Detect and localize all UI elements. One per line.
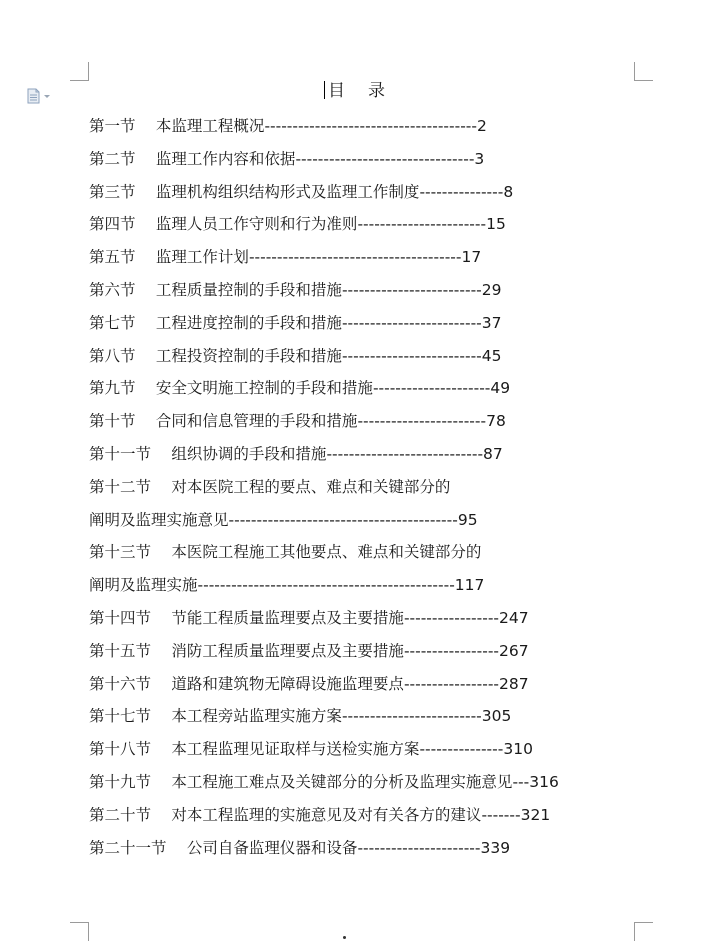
toc-entry[interactable] [89,309,609,342]
toc-entry-title: 第十三节 本医院工程施工其他要点、难点和关键部分的 [89,543,482,562]
toc-entry[interactable] [89,473,609,506]
text-cursor [324,81,325,99]
toc-entry-title: 第一节 本监理工程概况 [89,117,265,135]
toc-entry-page: 321 [520,805,551,824]
toc-entry-title: 第三节 监理机构组织结构形式及监理工作制度 [89,182,420,201]
toc-entry[interactable] [89,243,609,276]
margin-mark-bottom-right [634,922,653,941]
toc-entry-leader: ---------------------------------------------- [197,576,455,595]
toc-entry-leader: ------------------------- [341,313,482,332]
toc-entry-leader: ----------------------- [357,215,487,234]
toc-entry-page: 267 [499,641,529,660]
toc-entry-page: 305 [481,707,512,726]
toc-entry[interactable] [89,374,609,407]
toc-entry-page: 95 [457,510,478,529]
toc-entry-title: 第十节 合同和信息管理的手段和措施 [89,412,358,431]
toc-entry-title: 第十七节 本工程旁站监理实施方案 [89,707,342,726]
toc-entry[interactable] [89,210,609,243]
toc-entry-page: 287 [499,674,529,693]
toc-entry[interactable] [89,702,609,735]
toc-entry-title: 阐明及监理实施 [89,576,198,595]
toc-entry-leader: -------------------------------- [295,149,475,168]
toc-entry-page: 2 [476,117,487,135]
margin-mark-bottom-left [70,922,89,941]
margin-mark-top-left [70,62,89,81]
toc-entry-page: 316 [529,772,559,791]
toc-entry-title: 第十八节 本工程监理见证取样与送检实施方案 [89,740,420,759]
toc-entry-page: 247 [499,608,529,627]
toc-entry[interactable] [89,801,609,834]
toc-entry-page: 8 [503,182,514,201]
toc-entry-page: 17 [461,248,482,267]
toc-entry-page: 45 [481,346,502,365]
toc-entry-title: 第五节 监理工作计划 [89,248,249,267]
toc-entry-leader: ----------------- [403,641,500,660]
toc-entry[interactable] [89,670,609,703]
toc-entry-leader: ------------------------- [341,280,482,299]
toc-entry-leader: ----------------------- [357,412,487,431]
toc-entry-page: 49 [490,379,511,398]
toc-entry-page: 29 [481,280,502,299]
toc-entry[interactable] [89,276,609,309]
title-char-2: 录 [368,81,386,101]
toc-entry-leader: ------- [481,805,521,824]
toc-entry[interactable] [89,538,609,571]
table-of-contents [89,112,609,866]
page-bottom-mark [343,936,346,939]
title-char-1: 目 [328,81,346,101]
toc-entry[interactable] [89,834,609,867]
toc-entry-leader: -------------------------------------- [264,117,477,135]
toc-entry-leader: ---------------------- [357,838,481,857]
page-title [0,80,710,102]
toc-entry-leader: ------------------------- [341,707,482,726]
toc-entry[interactable] [89,735,609,768]
toc-entry-title: 第四节 监理人员工作守则和行为准则 [89,215,358,234]
toc-entry-leader: ------------------------- [341,346,482,365]
margin-mark-top-right [634,62,653,81]
toc-entry-leader: ---------------------------- [326,444,484,463]
toc-entry-leader: ----------------- [403,674,500,693]
toc-entry-page: 37 [481,313,502,332]
toc-entry-title: 第二十一节 公司自备监理仪器和设备 [89,838,358,857]
toc-entry-leader: ----------------------------------------- [228,510,458,529]
toc-entry[interactable] [89,571,609,604]
toc-entry-title: 第十六节 道路和建筑物无障碍设施监理要点 [89,674,404,693]
toc-entry-page: 87 [483,444,503,463]
toc-entry[interactable] [89,342,609,375]
toc-entry[interactable] [89,112,609,145]
toc-entry-leader: --------------- [419,182,504,201]
toc-entry-title: 第八节 工程投资控制的手段和措施 [89,346,342,365]
toc-entry[interactable] [89,604,609,637]
toc-entry[interactable] [89,407,609,440]
toc-entry-leader: --- [512,772,530,791]
toc-entry-title: 第六节 工程质量控制的手段和措施 [89,280,342,299]
toc-entry-leader: -------------------------------------- [248,248,462,267]
toc-entry-page: 117 [454,576,485,595]
toc-entry[interactable] [89,440,609,473]
toc-entry-title: 第十一节 组织协调的手段和措施 [89,444,327,463]
toc-entry-title: 第十五节 消防工程质量监理要点及主要措施 [89,641,404,660]
toc-entry[interactable] [89,178,609,211]
toc-entry-title: 第十九节 本工程施工难点及关键部分的分析及监理实施意见 [89,772,513,791]
toc-entry-page: 339 [480,838,511,857]
toc-entry-title: 第十二节 对本医院工程的要点、难点和关键部分的 [89,477,451,496]
toc-entry-page: 78 [486,412,506,431]
toc-entry-title: 第二十节 对本工程监理的实施意见及对有关各方的建议 [89,805,482,824]
toc-entry-leader: --------------- [419,740,504,759]
toc-entry[interactable] [89,768,609,801]
toc-entry-title: 第十四节 节能工程质量监理要点及主要措施 [89,608,404,627]
toc-entry-page: 310 [503,740,533,759]
toc-entry-title: 第二节 监理工作内容和依据 [89,149,296,168]
toc-entry-leader: --------------------- [372,379,491,398]
toc-entry-title: 第九节 安全文明施工控制的手段和措施 [89,379,373,398]
toc-entry[interactable] [89,506,609,539]
toc-entry-title: 第七节 工程进度控制的手段和措施 [89,313,342,332]
toc-entry[interactable] [89,145,609,178]
toc-entry-page: 3 [474,149,485,168]
toc-entry-page: 15 [486,215,506,234]
toc-entry-title: 阐明及监理实施意见 [89,510,229,529]
toc-entry[interactable] [89,637,609,670]
toc-entry-leader: ----------------- [403,608,500,627]
